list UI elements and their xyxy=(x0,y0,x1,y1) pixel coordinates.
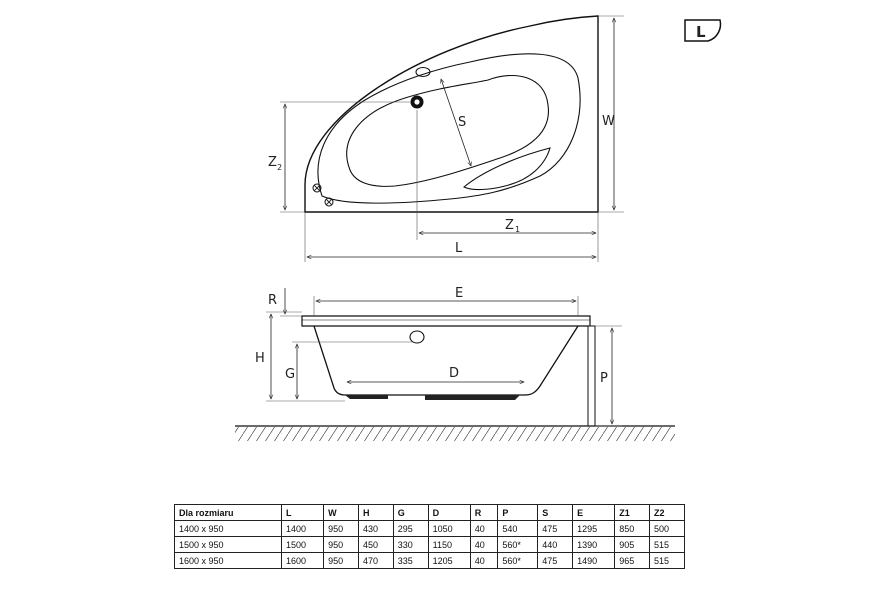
dim-line-s xyxy=(441,79,471,166)
table-row xyxy=(175,521,685,537)
table-cell: 1500 x 950 xyxy=(175,537,282,553)
tub-seat-top xyxy=(464,148,550,190)
table-row xyxy=(175,553,685,569)
table-cell: 1500 xyxy=(282,537,324,553)
table-cell: 330 xyxy=(393,537,428,553)
table-cell: 965 xyxy=(615,553,650,569)
table-cell: 40 xyxy=(470,553,498,569)
table-cell: 475 xyxy=(538,553,573,569)
support-leg xyxy=(588,326,595,426)
table-cell: 950 xyxy=(324,521,359,537)
svg-text:L: L xyxy=(696,23,706,41)
label-s: S xyxy=(458,115,467,130)
label-p: P xyxy=(600,371,608,386)
table-header-row xyxy=(175,505,685,521)
table-cell: 515 xyxy=(650,553,685,569)
table-cell: 1400 xyxy=(282,521,324,537)
tub-outline-top xyxy=(305,16,598,212)
table-row xyxy=(175,537,685,553)
label-d: D xyxy=(449,366,460,381)
dimensions-table xyxy=(174,504,685,569)
table-cell: 40 xyxy=(470,537,498,553)
table-cell: 950 xyxy=(324,553,359,569)
table-cell: 470 xyxy=(358,553,393,569)
table-header: Z1 xyxy=(615,505,650,521)
table-cell: 1295 xyxy=(573,521,615,537)
table-cell: 1205 xyxy=(428,553,470,569)
table-header: G xyxy=(393,505,428,521)
label-l: L xyxy=(455,241,463,256)
label-g: G xyxy=(285,367,296,382)
tub-basin-top xyxy=(347,76,549,187)
table-cell: 1400 x 950 xyxy=(175,521,282,537)
table-cell: 500 xyxy=(650,521,685,537)
table-header: S xyxy=(538,505,573,521)
table-cell: 850 xyxy=(615,521,650,537)
label-w: W xyxy=(602,114,615,129)
label-z1-sub: 1 xyxy=(515,225,521,234)
label-z2-sub: 2 xyxy=(277,163,283,172)
table-header: P xyxy=(498,505,538,521)
table-header: L xyxy=(282,505,324,521)
table-cell: 1600 x 950 xyxy=(175,553,282,569)
table-header: R xyxy=(470,505,498,521)
tub-body-side xyxy=(314,326,578,395)
table-cell: 515 xyxy=(650,537,685,553)
table-cell: 430 xyxy=(358,521,393,537)
table-cell: 450 xyxy=(358,537,393,553)
table-header: Dla rozmiaru xyxy=(175,505,282,521)
table-cell: 950 xyxy=(324,537,359,553)
side-view xyxy=(235,286,675,441)
table-cell: 295 xyxy=(393,521,428,537)
table-header: Z2 xyxy=(650,505,685,521)
table-cell: 1150 xyxy=(428,537,470,553)
table-cell: 1600 xyxy=(282,553,324,569)
faucet-hole-icon xyxy=(325,198,333,206)
table-cell: 1390 xyxy=(573,537,615,553)
table-cell: 440 xyxy=(538,537,573,553)
label-z2: Z xyxy=(268,155,277,170)
table-cell: 40 xyxy=(470,521,498,537)
table-header: E xyxy=(573,505,615,521)
table-cell: 540 xyxy=(498,521,538,537)
table-cell: 335 xyxy=(393,553,428,569)
floor-hatch xyxy=(235,427,675,441)
table-header: H xyxy=(358,505,393,521)
label-z1: Z xyxy=(505,218,514,233)
table-cell: 475 xyxy=(538,521,573,537)
table-cell: 1490 xyxy=(573,553,615,569)
label-r: R xyxy=(268,293,278,308)
tub-rim-top xyxy=(318,54,580,203)
top-view xyxy=(268,16,624,262)
overflow-side xyxy=(410,331,424,343)
table-cell: 905 xyxy=(615,537,650,553)
table-cell: 560* xyxy=(498,537,538,553)
tub-rim-side xyxy=(302,316,590,326)
left-orientation-badge xyxy=(685,20,721,41)
table-header: W xyxy=(324,505,359,521)
table-cell: 1050 xyxy=(428,521,470,537)
table-cell: 560* xyxy=(498,553,538,569)
table-header: D xyxy=(428,505,470,521)
label-e: E xyxy=(455,286,464,301)
label-h: H xyxy=(255,351,265,366)
